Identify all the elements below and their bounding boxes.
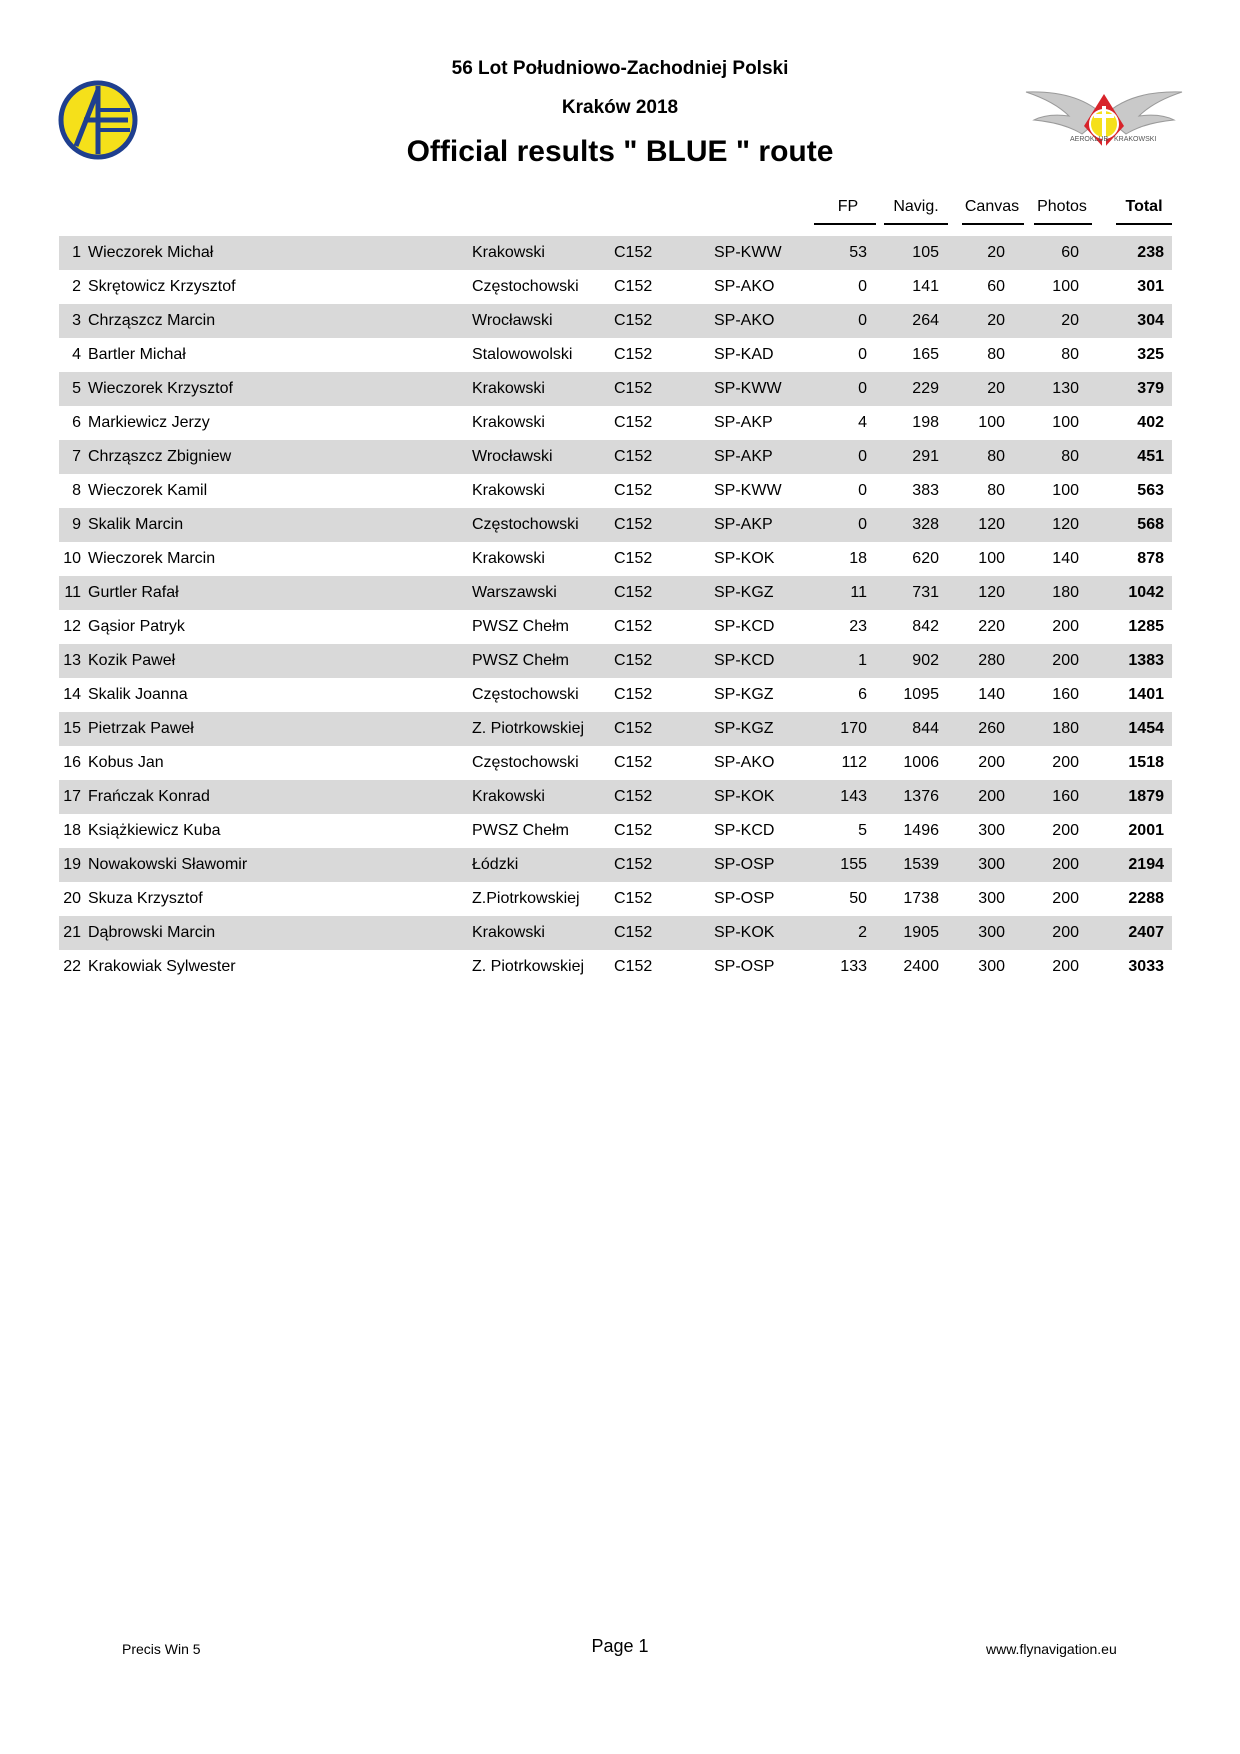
aircraft-type-cell: C152 xyxy=(614,380,653,397)
table-row xyxy=(59,644,1172,678)
navig-score-cell: 105 xyxy=(912,244,939,261)
canvas-score-cell: 300 xyxy=(978,822,1005,839)
club-cell: Łódzki xyxy=(472,856,519,873)
fp-score-cell: 4 xyxy=(858,414,867,431)
aircraft-type-cell: C152 xyxy=(614,958,653,975)
registration-cell: SP-KGZ xyxy=(714,584,774,601)
photos-score-cell: 180 xyxy=(1052,584,1079,601)
pilot-name-cell: Dąbrowski Marcin xyxy=(88,924,216,941)
total-score-cell: 325 xyxy=(1137,346,1164,363)
photos-score-cell: 200 xyxy=(1052,856,1079,873)
table-row xyxy=(59,338,1172,372)
aircraft-type-cell: C152 xyxy=(614,788,653,805)
canvas-score-cell: 140 xyxy=(978,686,1005,703)
club-cell: Z. Piotrkowskiej xyxy=(472,958,585,975)
total-score-cell: 2194 xyxy=(1128,856,1164,873)
fp-score-cell: 6 xyxy=(858,686,867,703)
fp-score-cell: 0 xyxy=(858,312,867,329)
table-row xyxy=(59,712,1172,746)
canvas-score-cell: 80 xyxy=(987,482,1005,499)
table-row xyxy=(59,236,1172,270)
total-score-cell: 1285 xyxy=(1128,618,1164,635)
photos-score-cell: 200 xyxy=(1052,618,1079,635)
rank-cell: 9 xyxy=(72,516,81,533)
aircraft-type-cell: C152 xyxy=(614,550,653,567)
registration-cell: SP-AKO xyxy=(714,278,775,295)
total-score-cell: 563 xyxy=(1137,482,1164,499)
table-row xyxy=(59,950,1172,984)
rank-cell: 4 xyxy=(72,346,81,363)
rank-cell: 14 xyxy=(63,686,81,703)
table-row xyxy=(59,746,1172,780)
navig-score-cell: 1905 xyxy=(903,924,939,941)
photos-score-cell: 120 xyxy=(1052,516,1079,533)
canvas-score-cell: 220 xyxy=(978,618,1005,635)
rank-cell: 12 xyxy=(63,618,81,635)
navig-score-cell: 291 xyxy=(912,448,939,465)
table-row xyxy=(59,440,1172,474)
column-header-photos: Photos xyxy=(1037,198,1087,215)
registration-cell: SP-KOK xyxy=(714,924,775,941)
header-underline xyxy=(884,223,948,225)
pilot-name-cell: Wieczorek Marcin xyxy=(88,550,216,567)
pilot-name-cell: Skalik Joanna xyxy=(88,686,188,703)
rank-cell: 7 xyxy=(72,448,81,465)
registration-cell: SP-KCD xyxy=(714,822,775,839)
photos-score-cell: 200 xyxy=(1052,822,1079,839)
total-score-cell: 2288 xyxy=(1128,890,1164,907)
registration-cell: SP-KWW xyxy=(714,380,782,397)
navig-score-cell: 1738 xyxy=(903,890,939,907)
rank-cell: 17 xyxy=(63,788,81,805)
navig-score-cell: 165 xyxy=(912,346,939,363)
club-cell: PWSZ Chełm xyxy=(472,618,569,635)
fp-score-cell: 2 xyxy=(858,924,867,941)
canvas-score-cell: 20 xyxy=(987,380,1005,397)
photos-score-cell: 130 xyxy=(1052,380,1079,397)
footer-website: www.flynavigation.eu xyxy=(986,1641,1117,1657)
rank-cell: 22 xyxy=(63,958,81,975)
aircraft-type-cell: C152 xyxy=(614,448,653,465)
aircraft-type-cell: C152 xyxy=(614,652,653,669)
aircraft-type-cell: C152 xyxy=(614,856,653,873)
canvas-score-cell: 80 xyxy=(987,346,1005,363)
photos-score-cell: 160 xyxy=(1052,686,1079,703)
fp-score-cell: 11 xyxy=(850,584,867,601)
photos-score-cell: 200 xyxy=(1052,890,1079,907)
total-score-cell: 878 xyxy=(1137,550,1164,567)
club-cell: Częstochowski xyxy=(472,686,579,703)
navig-score-cell: 902 xyxy=(912,652,939,669)
registration-cell: SP-KWW xyxy=(714,244,782,261)
photos-score-cell: 80 xyxy=(1061,346,1079,363)
rank-cell: 6 xyxy=(72,414,81,431)
pilot-name-cell: Bartler Michał xyxy=(88,346,186,363)
pilot-name-cell: Gurtler Rafał xyxy=(88,584,179,601)
table-row xyxy=(59,576,1172,610)
navig-score-cell: 1496 xyxy=(903,822,939,839)
total-score-cell: 1042 xyxy=(1128,584,1164,601)
club-cell: Częstochowski xyxy=(472,754,579,771)
navig-score-cell: 842 xyxy=(912,618,939,635)
pilot-name-cell: Pietrzak Paweł xyxy=(88,720,194,737)
club-cell: Warszawski xyxy=(472,584,557,601)
registration-cell: SP-KCD xyxy=(714,618,775,635)
club-cell: Z.Piotrkowskiej xyxy=(472,890,580,907)
total-score-cell: 2001 xyxy=(1128,822,1164,839)
header-underline xyxy=(814,223,876,225)
aircraft-type-cell: C152 xyxy=(614,686,653,703)
registration-cell: SP-AKP xyxy=(714,516,773,533)
club-cell: Krakowski xyxy=(472,788,545,805)
aircraft-type-cell: C152 xyxy=(614,414,653,431)
club-cell: Częstochowski xyxy=(472,278,579,295)
table-row xyxy=(59,780,1172,814)
aircraft-type-cell: C152 xyxy=(614,720,653,737)
navig-score-cell: 1095 xyxy=(903,686,939,703)
canvas-score-cell: 260 xyxy=(978,720,1005,737)
canvas-score-cell: 60 xyxy=(987,278,1005,295)
pilot-name-cell: Nowakowski Sławomir xyxy=(88,856,248,873)
total-score-cell: 304 xyxy=(1137,312,1164,329)
pilot-name-cell: Gąsior Patryk xyxy=(88,618,185,635)
club-cell: Krakowski xyxy=(472,414,545,431)
pilot-name-cell: Chrząszcz Marcin xyxy=(88,312,216,329)
photos-score-cell: 100 xyxy=(1052,482,1079,499)
rank-cell: 5 xyxy=(72,380,81,397)
pilot-name-cell: Wieczorek Michał xyxy=(88,244,214,261)
aircraft-type-cell: C152 xyxy=(614,244,653,261)
club-cell: Krakowski xyxy=(472,924,545,941)
navig-score-cell: 1006 xyxy=(903,754,939,771)
rank-cell: 16 xyxy=(63,754,81,771)
rank-cell: 15 xyxy=(63,720,81,737)
registration-cell: SP-KCD xyxy=(714,652,775,669)
navig-score-cell: 620 xyxy=(912,550,939,567)
fp-score-cell: 170 xyxy=(840,720,867,737)
navig-score-cell: 141 xyxy=(912,278,939,295)
navig-score-cell: 383 xyxy=(912,482,939,499)
photos-score-cell: 200 xyxy=(1052,754,1079,771)
rank-cell: 13 xyxy=(63,652,81,669)
fp-score-cell: 0 xyxy=(858,482,867,499)
fp-score-cell: 23 xyxy=(849,618,867,635)
navig-score-cell: 264 xyxy=(912,312,939,329)
pilot-name-cell: Kobus Jan xyxy=(88,754,164,771)
club-cell: Z. Piotrkowskiej xyxy=(472,720,585,737)
header-underline xyxy=(962,223,1024,225)
canvas-score-cell: 120 xyxy=(978,584,1005,601)
photos-score-cell: 200 xyxy=(1052,652,1079,669)
logo-text-krakowski: KRAKOWSKI xyxy=(1114,136,1157,143)
navig-score-cell: 198 xyxy=(912,414,939,431)
aircraft-type-cell: C152 xyxy=(614,890,653,907)
table-row xyxy=(59,610,1172,644)
registration-cell: SP-KAD xyxy=(714,346,774,363)
canvas-score-cell: 200 xyxy=(978,788,1005,805)
canvas-score-cell: 20 xyxy=(987,312,1005,329)
table-row xyxy=(59,814,1172,848)
total-score-cell: 1879 xyxy=(1128,788,1164,805)
club-cell: Wrocławski xyxy=(472,312,553,329)
canvas-score-cell: 20 xyxy=(987,244,1005,261)
club-cell: Krakowski xyxy=(472,482,545,499)
aircraft-type-cell: C152 xyxy=(614,312,653,329)
photos-score-cell: 200 xyxy=(1052,924,1079,941)
total-score-cell: 1518 xyxy=(1128,754,1164,771)
photos-score-cell: 20 xyxy=(1061,312,1079,329)
photos-score-cell: 100 xyxy=(1052,278,1079,295)
total-score-cell: 451 xyxy=(1137,448,1164,465)
table-row xyxy=(59,882,1172,916)
navig-score-cell: 731 xyxy=(912,584,939,601)
pilot-name-cell: Markiewicz Jerzy xyxy=(88,414,210,431)
club-cell: Krakowski xyxy=(472,550,545,567)
registration-cell: SP-AKO xyxy=(714,312,775,329)
photos-score-cell: 80 xyxy=(1061,448,1079,465)
location-year: Kraków 2018 xyxy=(561,97,679,118)
table-row xyxy=(59,304,1172,338)
navig-score-cell: 1376 xyxy=(903,788,939,805)
table-row xyxy=(59,542,1172,576)
canvas-score-cell: 300 xyxy=(978,924,1005,941)
fp-score-cell: 50 xyxy=(849,890,867,907)
total-score-cell: 1383 xyxy=(1128,652,1164,669)
rank-cell: 2 xyxy=(72,278,81,295)
rank-cell: 19 xyxy=(63,856,81,873)
canvas-score-cell: 280 xyxy=(978,652,1005,669)
total-score-cell: 1401 xyxy=(1128,686,1164,703)
aircraft-type-cell: C152 xyxy=(614,278,653,295)
canvas-score-cell: 100 xyxy=(978,414,1005,431)
total-score-cell: 402 xyxy=(1137,414,1164,431)
aircraft-type-cell: C152 xyxy=(614,754,653,771)
table-row xyxy=(59,474,1172,508)
registration-cell: SP-KGZ xyxy=(714,686,774,703)
pilot-name-cell: Skalik Marcin xyxy=(88,516,184,533)
club-cell: PWSZ Chełm xyxy=(472,822,569,839)
column-header-fp: FP xyxy=(837,198,859,215)
canvas-score-cell: 200 xyxy=(978,754,1005,771)
column-header-total: Total xyxy=(1125,198,1163,215)
fp-score-cell: 53 xyxy=(849,244,867,261)
photos-score-cell: 140 xyxy=(1052,550,1079,567)
rank-cell: 1 xyxy=(72,244,81,261)
aircraft-type-cell: C152 xyxy=(614,482,653,499)
fp-score-cell: 143 xyxy=(840,788,867,805)
pilot-name-cell: Książkiewicz Kuba xyxy=(88,822,221,839)
rank-cell: 8 xyxy=(72,482,81,499)
aircraft-type-cell: C152 xyxy=(614,516,653,533)
navig-score-cell: 844 xyxy=(912,720,939,737)
canvas-score-cell: 80 xyxy=(987,448,1005,465)
fp-score-cell: 0 xyxy=(858,278,867,295)
canvas-score-cell: 300 xyxy=(978,890,1005,907)
pilot-name-cell: Kozik Paweł xyxy=(88,652,176,669)
photos-score-cell: 200 xyxy=(1052,958,1079,975)
rank-cell: 10 xyxy=(63,550,81,567)
table-row xyxy=(59,270,1172,304)
canvas-score-cell: 120 xyxy=(978,516,1005,533)
footer-page-number: Page 1 xyxy=(591,1636,649,1656)
fp-score-cell: 155 xyxy=(840,856,867,873)
total-score-cell: 301 xyxy=(1137,278,1164,295)
rank-cell: 3 xyxy=(72,312,81,329)
footer-software: Precis Win 5 xyxy=(122,1641,201,1657)
canvas-score-cell: 300 xyxy=(978,856,1005,873)
table-row xyxy=(59,848,1172,882)
registration-cell: SP-KWW xyxy=(714,482,782,499)
canvas-score-cell: 100 xyxy=(978,550,1005,567)
registration-cell: SP-OSP xyxy=(714,890,775,907)
photos-score-cell: 160 xyxy=(1052,788,1079,805)
fp-score-cell: 0 xyxy=(858,448,867,465)
navig-score-cell: 328 xyxy=(912,516,939,533)
column-header-navig: Navig. xyxy=(893,198,939,215)
logo-text-aeroklub: AEROKLUB xyxy=(1070,136,1109,143)
pilot-name-cell: Skuza Krzysztof xyxy=(88,890,203,907)
aircraft-type-cell: C152 xyxy=(614,924,653,941)
registration-cell: SP-KOK xyxy=(714,788,775,805)
club-cell: Krakowski xyxy=(472,380,545,397)
rank-cell: 20 xyxy=(63,890,81,907)
results-table xyxy=(59,236,1172,984)
table-row xyxy=(59,406,1172,440)
pilot-name-cell: Frańczak Konrad xyxy=(88,788,210,805)
header-underline xyxy=(1034,223,1092,225)
table-row xyxy=(59,372,1172,406)
registration-cell: SP-OSP xyxy=(714,958,775,975)
fp-score-cell: 0 xyxy=(858,380,867,397)
navig-score-cell: 229 xyxy=(912,380,939,397)
total-score-cell: 379 xyxy=(1137,380,1164,397)
pilot-name-cell: Chrząszcz Zbigniew xyxy=(88,448,232,465)
photos-score-cell: 100 xyxy=(1052,414,1079,431)
fp-score-cell: 5 xyxy=(858,822,867,839)
club-cell: PWSZ Chełm xyxy=(472,652,569,669)
pilot-name-cell: Wieczorek Krzysztof xyxy=(88,380,233,397)
registration-cell: SP-OSP xyxy=(714,856,775,873)
aircraft-type-cell: C152 xyxy=(614,346,653,363)
pilot-name-cell: Wieczorek Kamil xyxy=(88,482,208,499)
column-header-canvas: Canvas xyxy=(964,198,1020,215)
table-row xyxy=(59,678,1172,712)
canvas-score-cell: 300 xyxy=(978,958,1005,975)
pilot-name-cell: Skrętowicz Krzysztof xyxy=(88,278,236,295)
photos-score-cell: 60 xyxy=(1061,244,1079,261)
fp-score-cell: 112 xyxy=(841,754,867,771)
fp-score-cell: 1 xyxy=(858,652,867,669)
rank-cell: 11 xyxy=(64,584,81,601)
header-underline xyxy=(1116,223,1172,225)
aircraft-type-cell: C152 xyxy=(614,584,653,601)
event-title: 56 Lot Południowo-Zachodniej Polski xyxy=(451,58,789,79)
fp-score-cell: 133 xyxy=(840,958,867,975)
table-row xyxy=(59,508,1172,542)
registration-cell: SP-AKP xyxy=(714,414,773,431)
fp-score-cell: 18 xyxy=(849,550,867,567)
club-cell: Stalowowolski xyxy=(472,346,573,363)
table-row xyxy=(59,916,1172,950)
club-cell: Częstochowski xyxy=(472,516,579,533)
club-cell: Krakowski xyxy=(472,244,545,261)
registration-cell: SP-KOK xyxy=(714,550,775,567)
club-cell: Wrocławski xyxy=(472,448,553,465)
total-score-cell: 3033 xyxy=(1128,958,1164,975)
registration-cell: SP-KGZ xyxy=(714,720,774,737)
rank-cell: 21 xyxy=(63,924,81,941)
total-score-cell: 568 xyxy=(1137,516,1164,533)
fp-score-cell: 0 xyxy=(858,516,867,533)
registration-cell: SP-AKO xyxy=(714,754,775,771)
photos-score-cell: 180 xyxy=(1052,720,1079,737)
navig-score-cell: 1539 xyxy=(903,856,939,873)
pilot-name-cell: Krakowiak Sylwester xyxy=(88,958,236,975)
registration-cell: SP-AKP xyxy=(714,448,773,465)
total-score-cell: 238 xyxy=(1137,244,1164,261)
rank-cell: 18 xyxy=(63,822,81,839)
page-title: Official results " BLUE " route xyxy=(406,135,834,168)
navig-score-cell: 2400 xyxy=(903,958,939,975)
aircraft-type-cell: C152 xyxy=(614,822,653,839)
total-score-cell: 1454 xyxy=(1128,720,1164,737)
fp-score-cell: 0 xyxy=(858,346,867,363)
total-score-cell: 2407 xyxy=(1128,924,1164,941)
aircraft-type-cell: C152 xyxy=(614,618,653,635)
